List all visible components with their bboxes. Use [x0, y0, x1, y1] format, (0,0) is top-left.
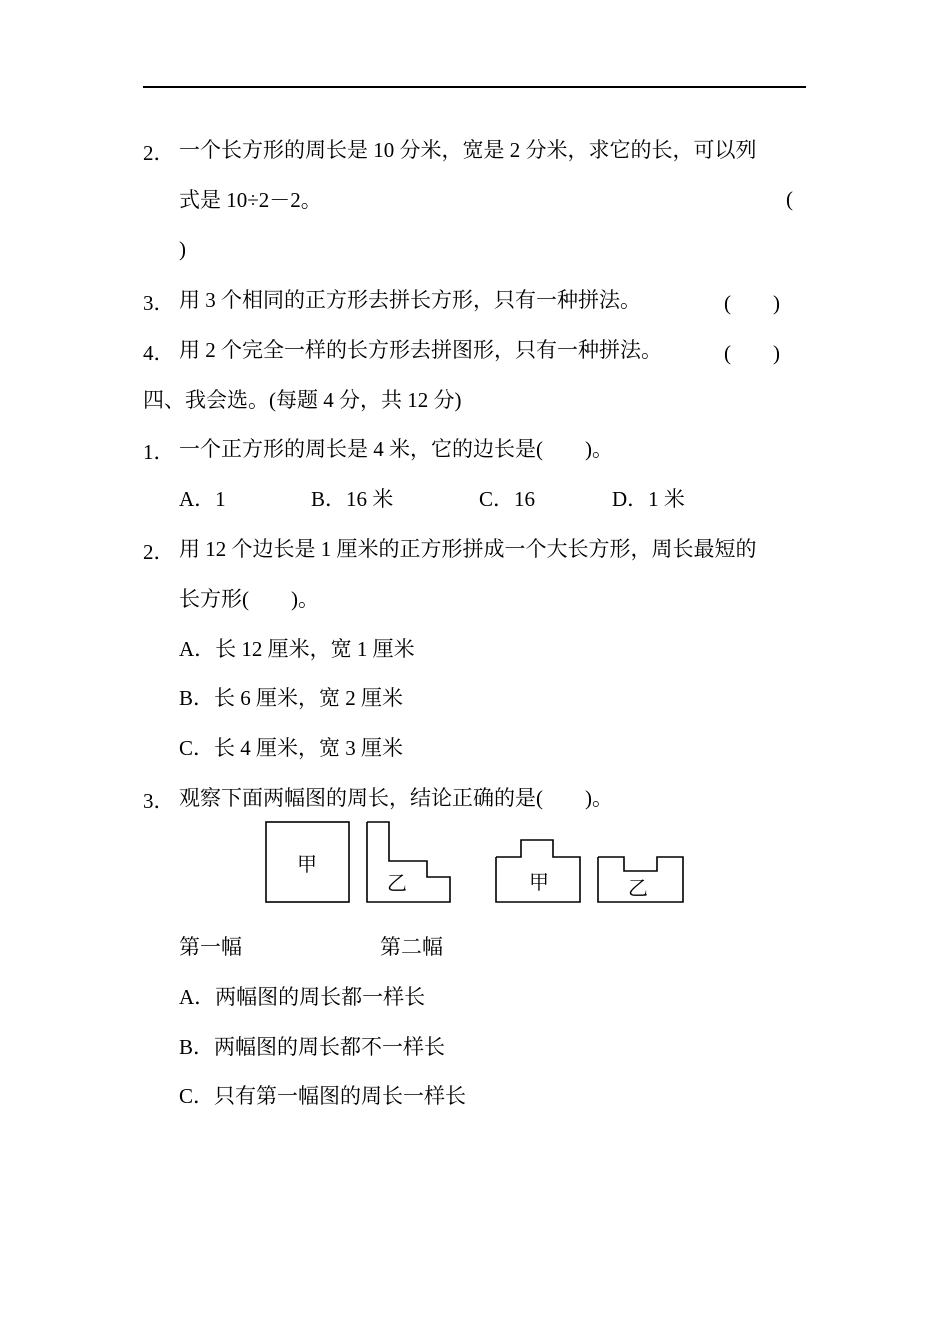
question-number: 3．	[143, 291, 175, 315]
question-text: 一个正方形的周长是 4 米，它的边长是( )。	[179, 437, 613, 461]
option-c: C．长 4 厘米，宽 3 厘米	[179, 736, 404, 760]
option-c: C．只有第一幅图的周长一样长	[179, 1084, 467, 1108]
question-text-line1: 用 12 个边长是 1 厘米的正方形拼成一个大长方形，周长最短的	[179, 537, 757, 561]
question-text: 用 2 个完全一样的长方形去拼图形，只有一种拼法。	[179, 338, 662, 362]
perimeter-figure	[260, 815, 690, 910]
option-d: D．1 米	[612, 487, 685, 511]
option-b: B．两幅图的周长都不一样长	[179, 1035, 446, 1059]
label-jia-2: 甲	[529, 870, 549, 894]
header-rule	[143, 86, 806, 88]
section-title: 四、我会选。(每题 4 分，共 12 分)	[143, 388, 462, 412]
option-a: A．长 12 厘米，宽 1 厘米	[179, 637, 415, 661]
question-text: 观察下面两幅图的周长，结论正确的是( )。	[179, 786, 613, 810]
option-b: B．长 6 厘米，宽 2 厘米	[179, 686, 404, 710]
figure1-yi-shape	[367, 822, 450, 902]
option-a: A．两幅图的周长都一样长	[179, 985, 426, 1009]
question-text-line2: 长方形( )。	[179, 587, 319, 611]
answer-blank: ( )	[724, 341, 780, 365]
question-number: 4．	[143, 341, 175, 365]
question-text-line1: 一个长方形的周长是 10 分米，宽是 2 分米，求它的长，可以列	[179, 138, 757, 162]
label-yi-1: 乙	[387, 871, 407, 895]
question-number: 2．	[143, 141, 175, 165]
caption-first: 第一幅	[179, 935, 242, 959]
question-text: 用 3 个相同的正方形去拼长方形，只有一种拼法。	[179, 288, 641, 312]
question-number: 2．	[143, 540, 175, 564]
caption-second: 第二幅	[380, 935, 443, 959]
question-number: 1．	[143, 440, 175, 464]
question-number: 3．	[143, 789, 175, 813]
answer-blank: ( )	[724, 291, 780, 315]
answer-paren-close: )	[179, 237, 186, 261]
option-c: C．16	[479, 487, 536, 511]
answer-paren-open: (	[786, 187, 793, 211]
question-text-line2: 式是 10÷2－2。	[179, 188, 322, 212]
label-yi-2: 乙	[628, 876, 648, 900]
option-b: B．16 米	[311, 487, 394, 511]
label-jia-1: 甲	[297, 852, 317, 876]
option-a: A．1	[179, 487, 226, 511]
